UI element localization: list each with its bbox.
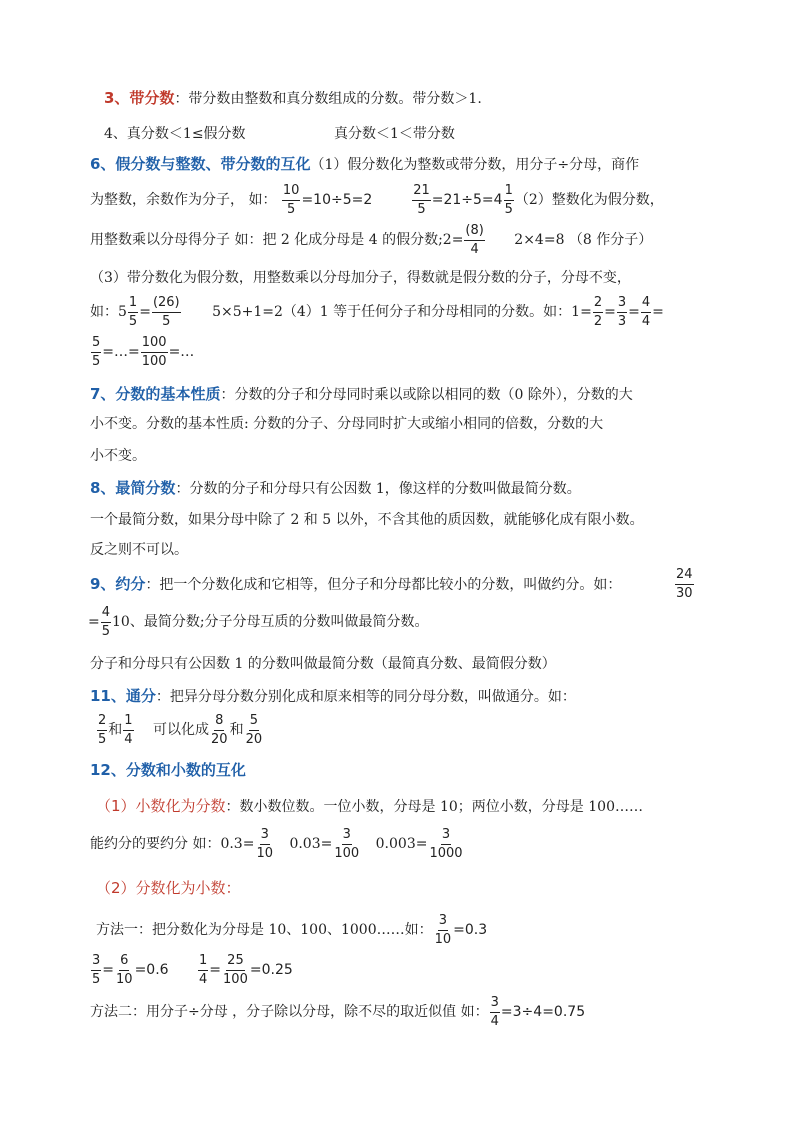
section-6-text-3a: 用整数乘以分母得分子 如：把 2 化成分母是 4 的假分数;2= <box>90 232 464 248</box>
method-1-line: 方法一：把分数化为分母是 10、100、1000……如： $\frac{3}{10}$ =0.3 <box>96 912 488 947</box>
section-7-line-2: 小不变。分数的基本性质: 分数的分子、分母同时扩大或缩小相同的倍数，分数的大 <box>90 416 604 432</box>
section-6-text-2c: =21÷5=4 <box>431 192 503 208</box>
method-2-line: 方法二：用分子÷分母 ，分子除以分母，除不尽的取近似值 如： $\frac{3}{4}$ =3÷4=0.75 <box>90 994 586 1029</box>
fraction-1-4-b: $\frac{1}{4}$ <box>199 952 208 987</box>
section-9-line-1 <box>90 574 621 595</box>
section-7-line-1 <box>90 384 633 405</box>
section-6-text-5c: 5×5+1=2（4）1 等于任何分子和分母相同的分数。如：1= <box>212 304 592 320</box>
fraction-10-5: $\frac{10}{5}$ <box>282 182 300 217</box>
section-6-line-6: $\frac{5}{5}$ =…= $\frac{100}{100}$ =… <box>92 334 195 369</box>
section-6-text-2d: （2）整数化为假分数， <box>514 192 664 208</box>
section-9-text-2b: 10、最简分数;分子分母互质的分数叫做最简分数。 <box>112 614 429 630</box>
section-9-fraction-wrap <box>674 566 695 602</box>
fraction-4-4: $\frac{4}{4}$ <box>641 294 651 329</box>
section-12-heading-line <box>90 760 246 781</box>
section-11-text-1: ：把异分母分数分别化成和原来相等的同分母分数，叫做通分。如： <box>155 689 576 705</box>
section-9-line-2: = $\frac{4}{5}$ 10、最简分数;分子分母互质的分数叫做最简分数。 <box>88 604 429 639</box>
section-12-part-1-heading: （1）小数化为分数 <box>96 797 226 815</box>
section-6-line-1 <box>90 154 639 175</box>
section-6-heading: 6、假分数与整数、带分数的互化 <box>90 155 311 173</box>
section-9-heading: 9、约分 <box>90 575 146 593</box>
fraction-3-100: $\frac{3}{100}$ <box>334 826 360 861</box>
method-2-text: 方法二：用分子÷分母 ，分子除以分母，除不尽的取近似值 如： <box>90 1004 489 1020</box>
fraction-8-20: $\frac{8}{20}$ <box>211 712 228 747</box>
fraction-4-5: $\frac{4}{5}$ <box>101 604 111 639</box>
fraction-8-4: $\frac{(8)}{4}$ <box>465 222 484 257</box>
section-6-line-3 <box>90 222 652 258</box>
section-8-line-2: 一个最简分数，如果分母中除了 2 和 5 以外，不含其他的质因数，就能够化成有限小数。 <box>90 512 644 528</box>
section-6-line-4: （3）带分数化为假分数，用整数乘以分母加分子，得数就是假分数的分子，分母不变， <box>90 270 631 286</box>
fraction-3-4: $\frac{3}{4}$ <box>490 994 499 1029</box>
section-12-part-1-text-2a: 能约分的要约分 如：0.3= <box>90 836 255 852</box>
fraction-26-5: $\frac{(26)}{5}$ <box>152 294 180 329</box>
fraction-2-5: $\frac{2}{5}$ <box>98 712 107 747</box>
section-12-part-1-line-2: 能约分的要约分 如：0.3= $\frac{3}{10}$ 0.03= $\frac{3}{100}$ 0.003= $\frac{3}{1000}$ <box>90 826 463 861</box>
fraction-25-100: $\frac{25}{100}$ <box>223 952 248 987</box>
fraction-1-5: $\frac{1}{5}$ <box>504 182 513 217</box>
section-11-text-mid: 可以化成 <box>153 722 210 738</box>
fraction-5-20: $\frac{5}{20}$ <box>245 712 263 747</box>
section-7-line-3: 小不变。 <box>90 448 146 464</box>
section-12-part-2-heading-line <box>96 878 241 899</box>
fraction-5-5: $\frac{5}{5}$ <box>92 334 101 369</box>
fraction-3-10-b: $\frac{3}{10}$ <box>434 912 452 947</box>
section-3-line <box>104 88 482 109</box>
section-9-text-1: ：把一个分数化成和它相等，但分子和分母都比较小的分数，叫做约分。如： <box>145 577 622 593</box>
section-3-text: ：带分数由整数和真分数组成的分数。带分数＞1. <box>174 91 482 107</box>
fraction-3-3: $\frac{3}{3}$ <box>617 294 627 329</box>
section-6-text-2a: 为整数，余数作为分子， 如： <box>90 192 277 208</box>
fraction-1-5-b: $\frac{1}{5}$ <box>128 294 138 329</box>
section-7-text-1: ：分数的分子和分母同时乘以或除以相同的数（0 除外），分数的大 <box>220 387 633 403</box>
section-8-line-1 <box>90 478 581 499</box>
fraction-3-5: $\frac{3}{5}$ <box>92 952 101 987</box>
section-4-line-a: 4、真分数＜1≤假分数 <box>104 126 246 142</box>
section-12-part-2-heading: （2）分数化为小数： <box>96 879 241 897</box>
fraction-1-4: $\frac{1}{4}$ <box>124 712 133 747</box>
fraction-2-2: $\frac{2}{2}$ <box>593 294 603 329</box>
fraction-21-5: $\frac{21}{5}$ <box>413 182 430 217</box>
section-12-part-1-text-1: ：数小数位数。一位小数，分母是 10；两位小数，分母是 100…… <box>225 799 643 815</box>
section-6-line-5: 如：5 $\frac{1}{5}$ = $\frac{(26)}{5}$ 5×5+1=2（4）1 等于任何分子和分母相同的分数。如：1= $\frac{2}{2}$ = $\frac{3}{3}$ = $\frac{4}{4}$ = <box>90 294 664 329</box>
method-1-examples: $\frac{3}{5}$ = $\frac{6}{10}$ =0.6 $\frac{1}{4}$ = $\frac{25}{100}$ =0.25 <box>92 952 293 987</box>
fraction-3-1000: $\frac{3}{1000}$ <box>429 826 463 861</box>
fraction-6-10: $\frac{6}{10}$ <box>116 952 133 987</box>
section-12-heading: 12、分数和小数的互化 <box>90 761 246 779</box>
section-6-text-3b: 2×4=8 （8 作分子） <box>514 232 653 248</box>
method-1-text: 方法一：把分数化为分母是 10、100、1000……如： <box>96 922 433 938</box>
section-8-text-1: ：分数的分子和分母只有公因数 1，像这样的分数叫做最简分数。 <box>175 481 581 497</box>
section-4-line-b: 真分数＜1＜带分数 <box>334 126 455 142</box>
section-8-heading: 8、最简分数 <box>90 479 176 497</box>
fraction-3-10: $\frac{3}{10}$ <box>256 826 273 861</box>
fraction-100-100: $\frac{100}{100}$ <box>141 334 167 369</box>
fraction-24-30: $\frac{24}{30}$ <box>676 566 693 601</box>
section-8-line-3: 反之则不可以。 <box>90 542 188 558</box>
section-11-line-1 <box>90 686 576 707</box>
section-11-heading: 11、通分 <box>90 687 156 705</box>
section-6-text-5a: 如：5 <box>90 304 127 320</box>
section-12-part-1-line-1 <box>96 796 643 817</box>
section-6-line-2 <box>90 182 664 218</box>
section-11-line-2: $\frac{2}{5}$ 和 $\frac{1}{4}$ 可以化成 $\frac{8}{20}$ 和 $\frac{5}{20}$ <box>98 712 263 747</box>
section-6-text-2b: =10÷5=2 <box>301 192 373 208</box>
section-7-heading: 7、分数的基本性质 <box>90 385 221 403</box>
section-6-text-1: （1）假分数化为整数或带分数，用分子÷分母，商作 <box>310 157 640 173</box>
section-9-line-3: 分子和分母只有公因数 1 的分数叫做最简分数（最简真分数、最简假分数） <box>90 656 556 672</box>
section-3-heading: 3、带分数 <box>104 89 175 107</box>
